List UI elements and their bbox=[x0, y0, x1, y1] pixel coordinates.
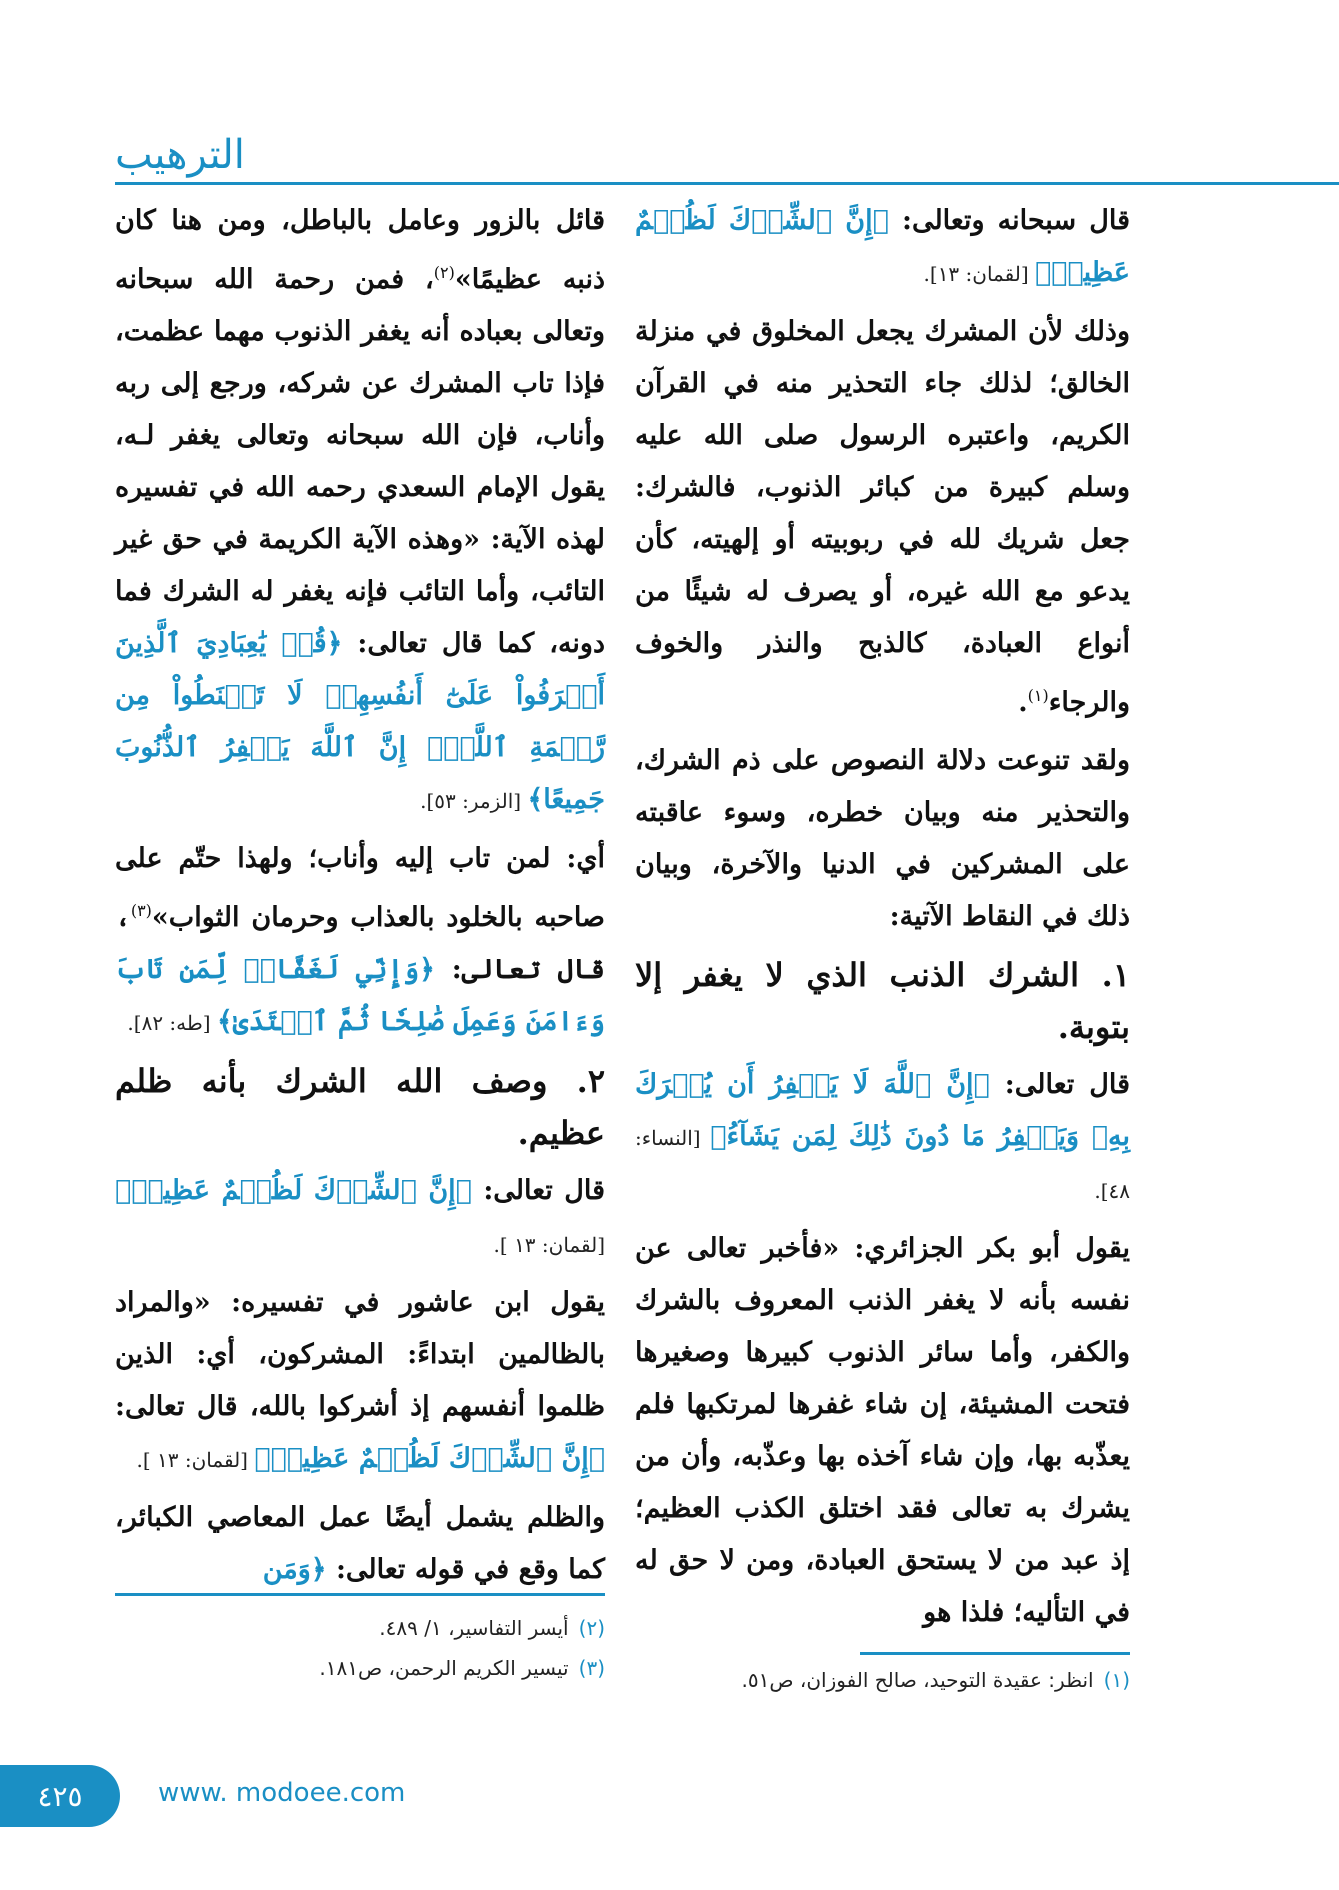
right-column bbox=[635, 195, 1130, 1645]
quran-verse: ﴿إِنَّ ٱلشِّرۡكَ لَظُلۡمٌ عَظِيمٞ﴾ bbox=[635, 205, 1130, 288]
paragraph bbox=[115, 1492, 605, 1596]
text: قال تعالى: bbox=[471, 1175, 605, 1206]
paragraph bbox=[115, 195, 605, 827]
paragraph bbox=[115, 1277, 605, 1486]
left-column bbox=[115, 195, 605, 1602]
quran-verse: ﴿إِنَّ ٱلشِّرۡكَ لَظُلۡمٌ عَظِيمٞ﴾ bbox=[115, 1175, 472, 1206]
text: ، قال تعالى: bbox=[115, 902, 605, 985]
page-title: الترهيب bbox=[115, 132, 245, 178]
footnote bbox=[115, 1608, 605, 1648]
page-number: ٤٢٥ bbox=[37, 1779, 83, 1813]
footnote-marker[interactable]: (٢) bbox=[433, 263, 455, 282]
paragraph bbox=[635, 1059, 1130, 1217]
verse-reference: [لقمان: ١٣]. bbox=[923, 262, 1035, 286]
verse-reference: [النساء: ٤٨]. bbox=[635, 1126, 1130, 1203]
footnote-text: انظر: عقيدة التوحيد، صالح الفوزان، ص٥١. bbox=[741, 1668, 1094, 1692]
text: والظلم يشمل أيضًا عمل المعاصي الكبائر، كما وقع في قوله تعالى: bbox=[115, 1502, 605, 1585]
verse-reference: [الزمر: ٥٣]. bbox=[420, 789, 528, 813]
paragraph bbox=[635, 1223, 1130, 1639]
footnote bbox=[635, 1660, 1130, 1700]
numbered-point: ٢. وصف الله الشرك بأنه ظلم عظيم. bbox=[115, 1062, 605, 1152]
page-number-badge bbox=[0, 1765, 120, 1827]
verse-reference: [لقمان: ١٣ ]. bbox=[136, 1448, 255, 1472]
text: يقول أبو بكر الجزائري: «فأخبر تعالى عن نفسه بأنه لا يغفر الذنب المعروف بالشرك والكفر، وأما سائر الذنوب كبيرها وصغيرها فتحت المشيئة، إن شاء غفرها لمرتكبها فلم يعذّبه بها، وإن شاء آخذه بها وعذّبه، وأن من يشرك به تعالى فقد اختلق الكذب العظيم؛ إذ عبد من لا يستحق العبادة، ومن لا حق له في التأليه؛ فلذا هو bbox=[635, 1233, 1130, 1628]
quran-verse: ﴿وَإِنِّي لَغَفَّارٞ لِّمَن تَابَ وَءَامَنَ وَعَمِلَ صَٰلِحٗا ثُمَّ ٱهۡتَدَىٰ﴾ bbox=[115, 954, 605, 1037]
footnote-text: تيسير الكريم الرحمن، ص١٨١. bbox=[319, 1656, 569, 1680]
footnote-rule bbox=[115, 1593, 605, 1596]
text: ، فمن رحمة الله سبحانه وتعالى بعباده أنه يغفر الذنوب مهما عظمت، فإذا تاب المشرك عن شركه، ورجع إلى ربه وأناب، فإن الله سبحانه وتعالى يغفر لـه، يقول الإمام السعدي رحمه الله في تفسيره لهذه الآية: «وهذه الآية الكريمة في حق غير التائب، وأما التائب فإنه يغفر له الشرك فما دونه، كما قال تعالى: bbox=[115, 264, 605, 659]
text: وذلك لأن المشرك يجعل المخلوق في منزلة الخالق؛ لذلك جاء التحذير منه في القرآن الكريم، واعتبره الرسول صلى الله عليه وسلم كبيرة من كبائر الذنوب، فالشرك: جعل شريك لله في ربوبيته أو إلهيته، كأن يدعو مع الله غيره، أو يصرف له شيئًا من أنواع العبادة، كالذبح والنذر والخوف والرجاء bbox=[635, 316, 1130, 718]
paragraph bbox=[635, 735, 1130, 943]
footnote-rule bbox=[860, 1652, 1130, 1655]
text: قال تعالى: bbox=[989, 1069, 1131, 1100]
verse-reference: [طه: ٨٢]. bbox=[127, 1011, 217, 1035]
footnote-text: أيسر التفاسير، ١/ ٤٨٩. bbox=[379, 1616, 569, 1640]
footnote-number: (١) bbox=[1103, 1668, 1130, 1692]
footnote-marker[interactable]: (١) bbox=[1027, 686, 1049, 705]
verse-reference: [لقمان: ١٣ ]. bbox=[493, 1233, 605, 1257]
footnotes-right bbox=[635, 1660, 1130, 1700]
footnotes-left bbox=[115, 1608, 605, 1688]
paragraph bbox=[635, 306, 1130, 729]
quran-verse: ﴿إِنَّ ٱللَّهَ لَا يَغۡفِرُ أَن يُشۡرَكَ بِهِۦ وَيَغۡفِرُ مَا دُونَ ذَٰلِكَ لِمَن يَشَآءُ﴾ bbox=[635, 1069, 1130, 1152]
footnote-number: (٢) bbox=[578, 1616, 605, 1640]
text: . bbox=[1018, 687, 1028, 718]
paragraph bbox=[115, 833, 605, 1049]
footnote-number: (٣) bbox=[578, 1656, 605, 1680]
text: أي: لمن تاب إليه وأناب؛ ولهذا حتّم على صاحبه بالخلود بالعذاب وحرمان الثواب» bbox=[115, 843, 605, 933]
website-link[interactable]: www. modoee.com bbox=[158, 1778, 406, 1808]
numbered-point: ١. الشرك الذنب الذي لا يغفر إلا بتوبة. bbox=[635, 956, 1130, 1046]
text: قائل بالزور وعامل بالباطل، ومن هنا كان ذنبه عظيمًا» bbox=[115, 205, 605, 295]
header-rule bbox=[115, 182, 1339, 185]
quran-verse: ﴿قُلۡ يَٰعِبَادِيَ ٱلَّذِينَ أَسۡرَفُواْ عَلَىٰٓ أَنفُسِهِمۡ لَا تَقۡنَطُواْ مِن رَّحۡمَةِ ٱللَّهِۚ إِنَّ ٱللَّهَ يَغۡفِرُ ٱلذُّنُوبَ جَمِيعًا﴾ bbox=[115, 628, 605, 815]
text: قال سبحانه وتعالى: bbox=[888, 205, 1130, 236]
footnote bbox=[115, 1648, 605, 1688]
quran-verse: ﴿إِنَّ ٱلشِّرۡكَ لَظُلۡمٌ عَظِيمٞ﴾ bbox=[254, 1443, 605, 1474]
paragraph bbox=[635, 195, 1130, 300]
paragraph bbox=[115, 1165, 605, 1271]
text: ولقد تنوعت دلالة النصوص على ذم الشرك، والتحذير منه وبيان خطره، وسوء عاقبته على المشركين في الدنيا والآخرة، وبيان ذلك في النقاط الآتية: bbox=[635, 745, 1130, 932]
footnote-marker[interactable]: (٣) bbox=[130, 901, 152, 920]
page-header bbox=[0, 120, 1339, 190]
quran-verse: ﴿وَمَن bbox=[262, 1554, 327, 1585]
text: يقول ابن عاشور في تفسيره: «والمراد بالظالمين ابتداءً: المشركون، أي: الذين ظلموا أنفسهم إذ أشركوا بالله، قال تعالى: bbox=[115, 1287, 605, 1422]
